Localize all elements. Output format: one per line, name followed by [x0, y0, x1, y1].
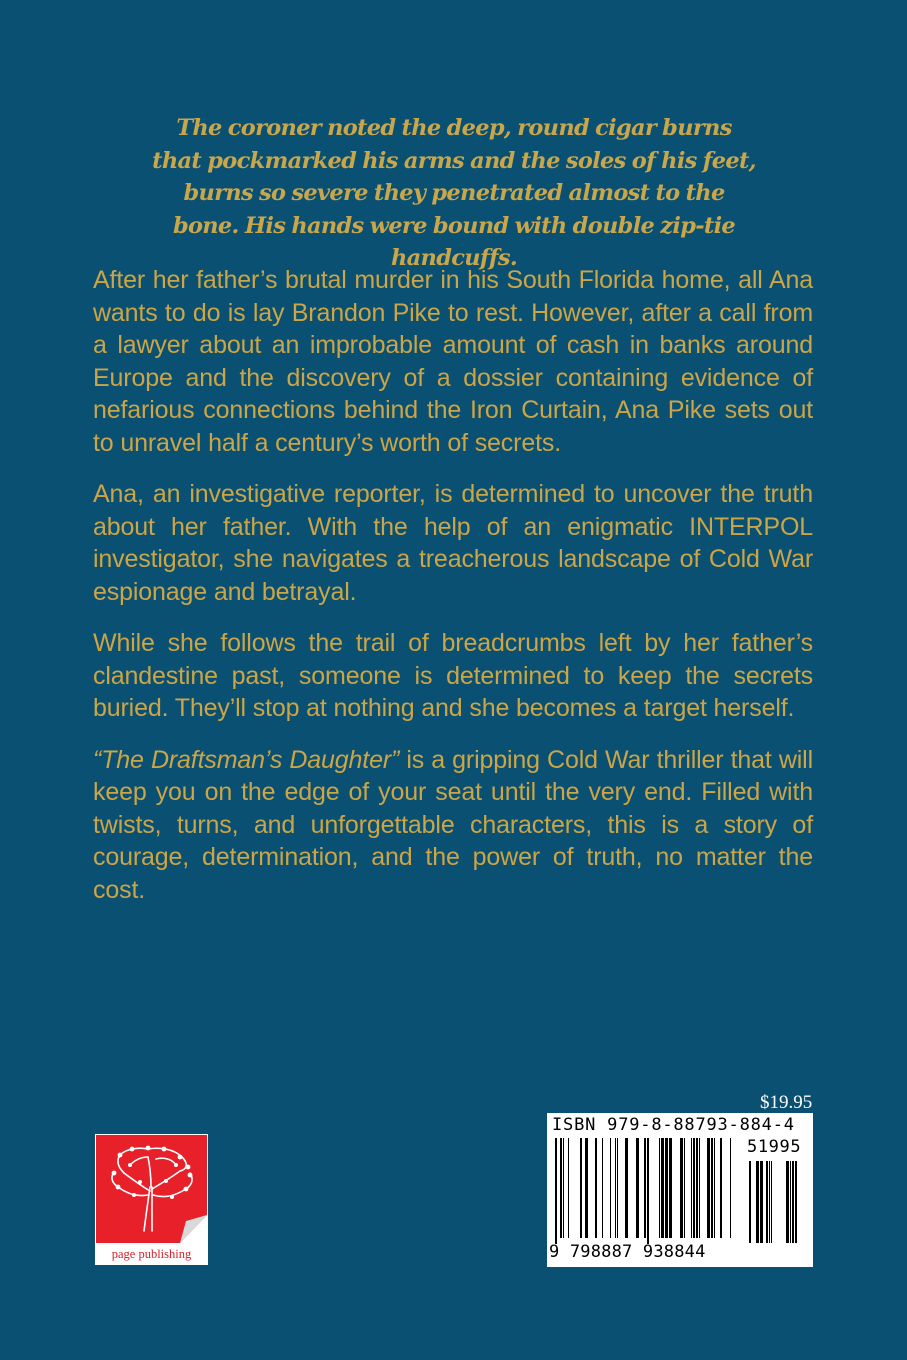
description-paragraph: After her father’s brutal murder in his South Florida home, all Ana wants to do is lay Brandon Pike to rest. However, after a call from a lawyer about an improbable amount of cash in banks around Europe and the discovery of a dossier containing evidence of nefarious connections behind the Iron Curtain, Ana Pike sets out to unravel half a century’s worth of secrets. — [93, 266, 813, 457]
barcode-bar — [636, 1138, 639, 1238]
description-paragraph — [93, 744, 813, 907]
isbn-barcode — [547, 1113, 813, 1267]
tree-icon — [96, 1135, 207, 1243]
barcode-bar — [669, 1138, 672, 1238]
barcode-bar — [786, 1161, 789, 1243]
publisher-name: page publishing — [95, 1244, 208, 1265]
barcode-bar — [760, 1161, 763, 1243]
barcode-bar — [720, 1138, 722, 1238]
barcode-bar — [769, 1161, 770, 1243]
barcode-bar — [693, 1138, 695, 1238]
barcode-bar — [625, 1138, 628, 1238]
barcode-bar — [792, 1161, 794, 1243]
barcode-bar — [684, 1138, 685, 1238]
barcode-bar — [680, 1138, 683, 1238]
barcode-bar — [659, 1138, 660, 1238]
barcode-bar — [707, 1138, 710, 1238]
barcode-bar — [756, 1161, 759, 1243]
barcode-bar — [560, 1138, 562, 1238]
barcode-bar — [555, 1138, 557, 1244]
barcode-bar — [691, 1138, 692, 1238]
barcode-bar — [580, 1138, 582, 1238]
description-paragraph: Ana, an investigative reporter, is determined to uncover the truth about her father. With the help of an enigmatic INTERPOL investigator, she navigates a treacherous landscape of Cold War espionage and betrayal. — [93, 480, 813, 606]
barcode-bar — [644, 1138, 646, 1238]
barcode-bars — [555, 1138, 741, 1244]
barcode-bar — [696, 1138, 698, 1238]
isbn-number: ISBN 979-8-88793-884-4 — [552, 1115, 795, 1135]
barcode-bar — [602, 1138, 603, 1238]
barcode-bar — [749, 1161, 751, 1243]
barcode-bar — [730, 1138, 731, 1238]
barcode-addon-bars — [749, 1161, 807, 1243]
barcode-bar — [585, 1138, 588, 1238]
price-code: 51995 — [747, 1137, 802, 1157]
epigraph-quote: The coroner noted the deep, round cigar burns that pockmarked his arms and the soles of his feet, burns so severe they penetrated almost to the bone. His hands were bound with double zip-tie handcuffs. — [152, 115, 756, 271]
barcode-bar — [615, 1138, 616, 1238]
logo-emblem — [95, 1134, 208, 1244]
barcode-bar — [699, 1138, 700, 1238]
barcode-bar — [610, 1138, 611, 1238]
barcode-bar — [617, 1138, 618, 1238]
description-paragraph: While she follows the trail of breadcrumbs left by her father’s clandestine past, someone is determined to keep the secrets buried. They’ll stop at nothing and she becomes a target herself. — [93, 629, 813, 722]
book-description — [93, 264, 813, 925]
barcode-bar — [647, 1138, 649, 1244]
barcode-bar — [766, 1161, 768, 1243]
publisher-logo — [95, 1134, 208, 1265]
barcode-bar — [563, 1138, 564, 1238]
barcode-bar — [771, 1161, 772, 1243]
barcode-bar — [595, 1138, 597, 1238]
price-label: $19.95 — [760, 1092, 813, 1113]
barcode-bar — [661, 1138, 664, 1238]
barcode-bar — [795, 1161, 797, 1243]
ean-digits: 9 798887 938844 — [549, 1242, 706, 1262]
barcode-bar — [665, 1138, 668, 1238]
barcode-bar — [568, 1138, 569, 1238]
description-text: is a gripping Cold War thriller that will keep you on the edge of your seat until the very end. Filled with twists, turns, and unforgettable characters, this is a story of courage, determination, and the power of truth, no matter the cost. — [93, 745, 813, 904]
barcode-bar — [790, 1161, 791, 1243]
barcode-bar — [714, 1138, 715, 1238]
book-title: “The Draftsman’s Daughter” — [93, 745, 400, 774]
barcode-bar — [711, 1138, 713, 1238]
